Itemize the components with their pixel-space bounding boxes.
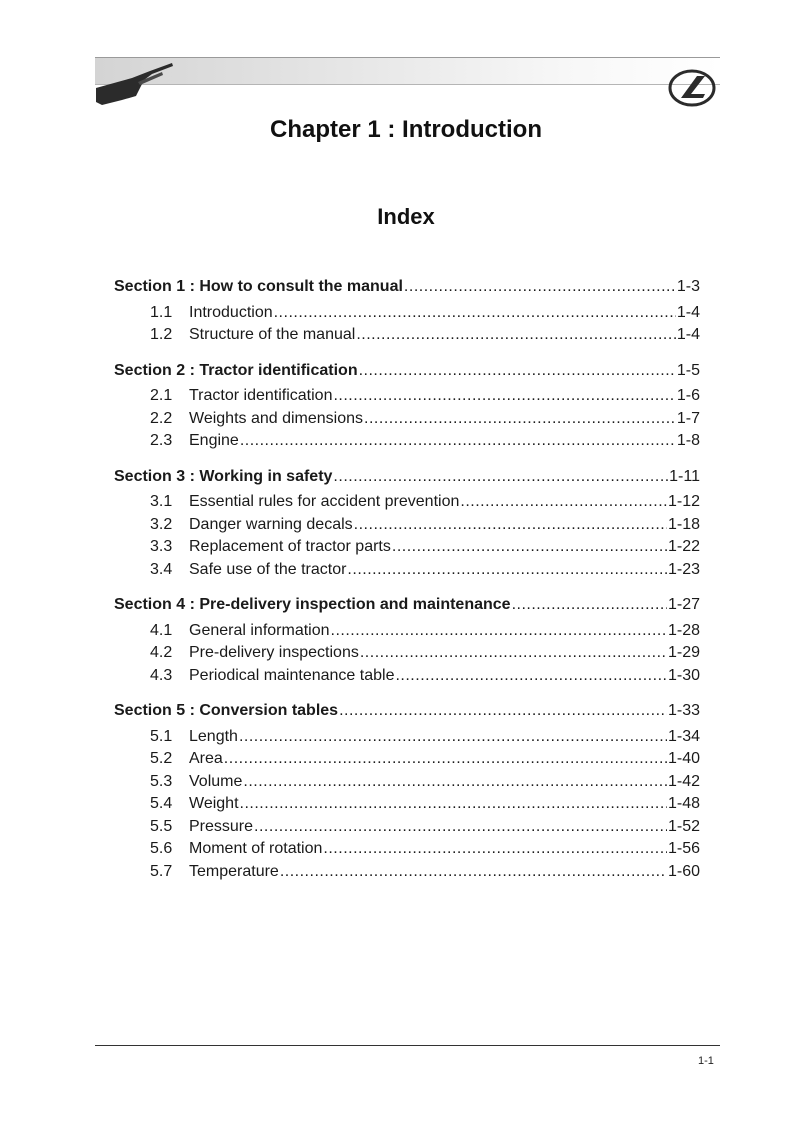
toc-subsection-entry[interactable] <box>114 816 700 839</box>
toc-subsection-title: Pre-delivery inspections <box>189 644 359 661</box>
toc-page-number: 1-40 <box>667 750 700 767</box>
toc-subsection-number: 1.1 <box>150 303 173 321</box>
toc-section-label: Section 2 : Tractor identification <box>114 361 358 379</box>
toc-subsection-number: 5.3 <box>150 772 173 790</box>
toc-subsection-entry[interactable] <box>114 302 700 325</box>
leader-dots <box>333 385 675 408</box>
toc-page-number: 1-6 <box>676 387 700 404</box>
toc-subsection-number: 3.4 <box>150 560 173 578</box>
leader-dots <box>243 771 667 794</box>
toc-subsection-number: 5.5 <box>150 817 173 835</box>
leader-dots <box>392 536 667 559</box>
toc-section-entry[interactable] <box>114 276 700 299</box>
toc-page-number: 1-42 <box>667 772 700 790</box>
toc-page-number: 1-8 <box>676 432 700 449</box>
toc-subsection-entry[interactable] <box>114 726 700 749</box>
toc-subsection-entry[interactable] <box>114 665 700 688</box>
leader-dots <box>331 620 667 643</box>
toc-subsection-title: Essential rules for accident prevention <box>189 493 460 510</box>
toc-subsection-number: 3.2 <box>150 515 173 533</box>
leader-dots <box>359 360 676 383</box>
toc-page-number: 1-7 <box>676 409 700 427</box>
leader-dots <box>339 700 667 723</box>
toc-subsection-title: Volume <box>189 772 243 790</box>
toc-subsection-number: 4.1 <box>150 621 173 639</box>
toc-page-number: 1-23 <box>667 560 700 578</box>
leader-dots <box>404 276 676 299</box>
toc-page-number: 1-29 <box>667 644 700 661</box>
toc-page-number: 1-60 <box>667 862 700 880</box>
toc-subsection-entry[interactable] <box>114 861 700 884</box>
toc-subsection-number: 5.1 <box>150 727 173 745</box>
leader-dots <box>512 594 667 617</box>
leader-dots <box>360 642 667 665</box>
toc-subsection-entry[interactable] <box>114 408 700 431</box>
toc-page-number: 1-5 <box>676 361 700 379</box>
toc-section-entry[interactable] <box>114 594 700 617</box>
index-title: Index <box>377 204 435 229</box>
toc-page-number: 1-52 <box>667 817 700 835</box>
toc-section-group <box>114 594 700 687</box>
toc-section-entry[interactable] <box>114 360 700 383</box>
toc-page-number: 1-4 <box>676 303 700 321</box>
toc-page-number: 1-18 <box>667 515 700 533</box>
toc-subsection-number: 4.3 <box>150 666 173 684</box>
toc-subsection-number: 5.4 <box>150 795 173 812</box>
toc-subsection-entry[interactable] <box>114 536 700 559</box>
toc-subsection-number: 4.2 <box>150 644 173 661</box>
leader-dots <box>333 466 668 489</box>
toc-subsection-title: Replacement of tractor parts <box>189 538 391 555</box>
toc-subsection-title: Introduction <box>189 303 273 321</box>
toc-subsection-entry[interactable] <box>114 838 700 861</box>
toc-subsection-entry[interactable] <box>114 385 700 408</box>
toc-subsection-number: 2.1 <box>150 387 173 404</box>
toc-subsection-number: 2.3 <box>150 432 173 449</box>
leader-dots <box>274 302 676 325</box>
toc-subsection-title: Engine <box>189 432 239 449</box>
footer-rule <box>95 1045 720 1046</box>
toc-subsection-entry[interactable] <box>114 771 700 794</box>
toc-page-number: 1-27 <box>667 596 700 613</box>
toc-section-label: Section 1 : How to consult the manual <box>114 278 403 295</box>
toc-subsection-entry[interactable] <box>114 559 700 582</box>
toc-subsection-title: Area <box>189 750 223 767</box>
toc-subsection-title: Danger warning decals <box>189 515 353 533</box>
toc-page-number: 1-11 <box>669 467 700 485</box>
toc-page-number: 1-28 <box>667 621 700 639</box>
toc-page-number: 1-22 <box>667 538 700 555</box>
toc-page-number: 1-3 <box>676 278 700 295</box>
toc-section-entry[interactable] <box>114 700 700 723</box>
toc-subsection-number: 3.3 <box>150 538 173 555</box>
toc-subsection-entry[interactable] <box>114 430 700 453</box>
toc-subsection-title: Weight <box>189 795 239 812</box>
leader-dots <box>354 514 667 537</box>
toc-subsection-title: Tractor identification <box>189 387 333 404</box>
footer-page-number: 1-1 <box>698 1055 714 1067</box>
toc-subsection-number: 5.7 <box>150 862 173 880</box>
toc-section-entry[interactable] <box>114 466 700 489</box>
toc-page-number: 1-48 <box>667 795 700 812</box>
pointing-hand-icon <box>92 58 180 108</box>
chapter-title: Chapter 1 : Introduction <box>270 116 542 143</box>
toc-subsection-number: 1.2 <box>150 326 173 343</box>
leader-dots <box>254 816 667 839</box>
toc-subsection-entry[interactable] <box>114 620 700 643</box>
toc-subsection-title: Structure of the manual <box>189 326 356 343</box>
toc-section-group <box>114 276 700 347</box>
toc-page-number: 1-30 <box>667 666 700 684</box>
brand-logo-icon <box>667 68 717 108</box>
toc-subsection-title: Safe use of the tractor <box>189 560 347 578</box>
toc-subsection-number: 5.6 <box>150 840 173 857</box>
toc-subsection-number: 2.2 <box>150 409 173 427</box>
toc-subsection-entry[interactable] <box>114 514 700 537</box>
toc-page-number: 1-56 <box>667 840 700 857</box>
toc-subsection-entry[interactable] <box>114 642 700 665</box>
leader-dots <box>460 491 667 514</box>
leader-dots <box>239 726 667 749</box>
toc-subsection-entry[interactable] <box>114 793 700 816</box>
leader-dots <box>395 665 667 688</box>
toc-subsection-title: Weights and dimensions <box>189 409 364 427</box>
toc-section-label: Section 4 : Pre-delivery inspection and maintenance <box>114 596 511 613</box>
toc-subsection-title: General information <box>189 621 330 639</box>
toc-section-group <box>114 360 700 453</box>
toc-page-number: 1-34 <box>667 727 700 745</box>
leader-dots <box>280 861 667 884</box>
toc-subsection-entry[interactable] <box>114 748 700 771</box>
toc-subsection-title: Periodical maintenance table <box>189 666 395 684</box>
toc-subsection-title: Temperature <box>189 862 279 880</box>
leader-dots <box>224 748 667 771</box>
leader-dots <box>356 324 676 347</box>
toc-section-label: Section 5 : Conversion tables <box>114 702 339 719</box>
toc-subsection-title: Pressure <box>189 817 254 835</box>
toc-page-number: 1-12 <box>667 493 700 510</box>
leader-dots <box>347 559 667 582</box>
toc-subsection-title: Moment of rotation <box>189 840 323 857</box>
leader-dots <box>364 408 676 431</box>
toc-subsection-number: 3.1 <box>150 493 173 510</box>
table-of-contents <box>114 276 700 896</box>
toc-section-group <box>114 466 700 582</box>
toc-subsection-entry[interactable] <box>114 324 700 347</box>
leader-dots <box>240 430 676 453</box>
toc-page-number: 1-33 <box>667 702 700 719</box>
toc-subsection-entry[interactable] <box>114 491 700 514</box>
toc-section-label: Section 3 : Working in safety <box>114 467 333 485</box>
toc-section-group <box>114 700 700 883</box>
toc-subsection-title: Length <box>189 727 238 745</box>
toc-page-number: 1-4 <box>676 326 700 343</box>
toc-subsection-number: 5.2 <box>150 750 173 767</box>
header-band <box>95 57 720 85</box>
leader-dots <box>240 793 667 816</box>
leader-dots <box>323 838 667 861</box>
